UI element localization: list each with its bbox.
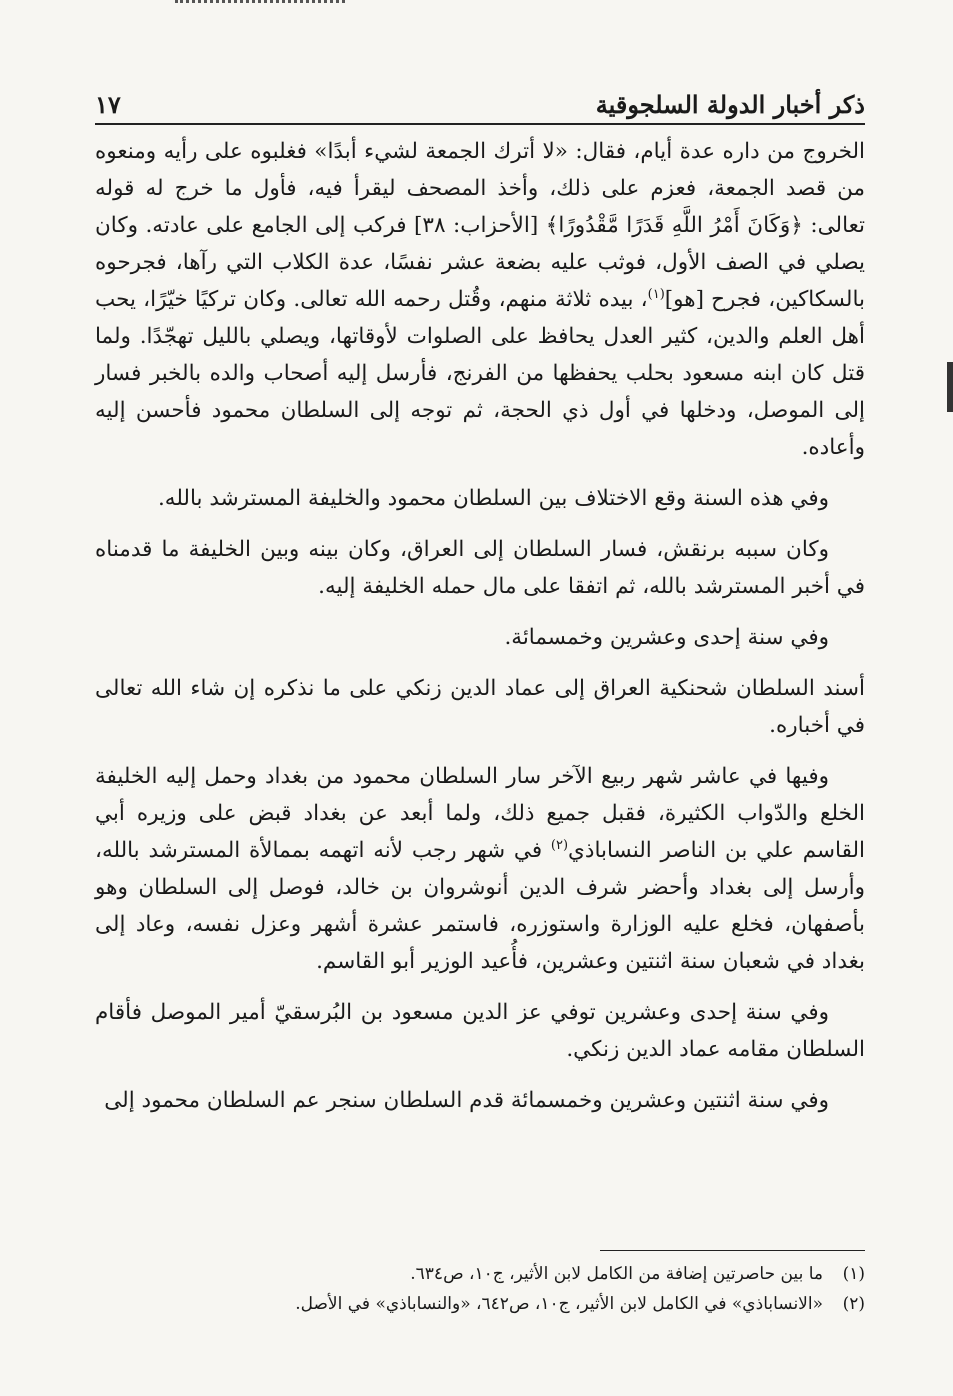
footnote-number: (١) — [842, 1264, 865, 1284]
footnote-text: ما بين حاصرتين إضافة من الكامل لابن الأثير، ج١٠، ص٦٣٤. — [410, 1264, 823, 1284]
footnotes — [95, 1250, 865, 1319]
footnote-ref-2: (٢) — [550, 837, 569, 853]
footnote-number: (٢) — [842, 1294, 865, 1314]
paragraph-5: أسند السلطان شحنكية العراق إلى عماد الدين زنكي على ما نذكره إن شاء الله تعالى في أخباره. — [95, 676, 865, 738]
paragraph-1: الخروج من داره عدة أيام، فقال: «لا أترك الجمعة لشيء أبدًا» فغلبوه على رأيه ومنعوه من قصد الجمعة، فعزم على ذلك، وأخذ المصحف ليقرأ فيه، فأول ما خرج له قوله تعالى: ﴿وَكَانَ أَمْرُ اللَّهِ قَدَرًا مَّقْدُورًا﴾ [الأحزاب: ٣٨] فركب إلى الجامع على عادته. وكان يصلي في الصف الأول، فوثب عليه بضعة عشر نفسًا، عدة الكلاب التي رآها، فجرحوه بالسكاكين، فجرح [هو]$^{(١)}$، بيده ثلاثة منهم، وقُتل رحمه الله تعالى. وكان تركيًا خيّرًا، يحب أهل العلم والدين، كثير العدل يحافظ على الصلوات لأوقاتها، ويصلي بالليل تهجّدًا. ولما قتل كان ابنه مسعود بحلب يحفظها من الفرنج، فأرسل إليه أصحاب والده بالخبر فسار إلى الموصل، ودخلها في أول ذي الحجة، ثم توجه إلى السلطان محمود فأحسن إليه وأعاده. — [95, 139, 865, 460]
footnote-rule — [600, 1250, 865, 1251]
scan-mark-edge — [947, 362, 953, 412]
footnote-1 — [95, 1259, 865, 1289]
running-title: ذكر أخبار الدولة السلجوقية — [595, 90, 865, 119]
footnote-text: «الانساباذي» في الكامل لابن الأثير، ج١٠، ص٦٤٢، «والنساباذي» في الأصل. — [295, 1294, 823, 1314]
running-header — [95, 80, 865, 125]
footnote-2 — [95, 1289, 865, 1319]
footnote-ref-1: (١) — [647, 286, 665, 302]
paragraph-7: وفي سنة إحدى وعشرين توفي عز الدين مسعود بن البُرسقيّ أمير الموصل فأقام السلطان مقامه عماد الدين زنكي. — [95, 1000, 865, 1062]
paragraph-2: وفي هذه السنة وقع الاختلاف بين السلطان محمود والخليفة المسترشد بالله. — [157, 486, 829, 511]
paragraph-3: وكان سببه برنقش، فسار السلطان إلى العراق، وكان بينه وبين الخليفة ما قدمناه في أخبر المسترشد بالله، ثم اتفقا على مال حمله الخليفة إليه. — [95, 537, 865, 599]
paragraph-8: وفي سنة اثنتين وعشرين وخمسمائة قدم السلطان سنجر عم السلطان محمود إلى — [104, 1088, 829, 1113]
paragraph-4: وفي سنة إحدى وعشرين وخمسمائة. — [504, 625, 829, 650]
page-number: ١٧ — [95, 90, 121, 119]
book-page — [95, 80, 865, 1380]
paragraph-6: وفيها في عاشر شهر ربيع الآخر سار السلطان محمود من بغداد وحمل إليه الخليفة الخلع والدّواب الكثيرة، فقبل جميع ذلك، ولما أبعد عن بغداد قبض على وزيره أبي القاسم علي بن الناصر النساباذي$^{(٢)}$ في شهر رجب لأنه اتهمه بممالأة المسترشد بالله، وأرسل إلى بغداد وأحضر شرف الدين أنوشروان بن خالد، فوصل إلى السلطان وهو بأصفهان، فخلع عليه الوزارة واستوزره، فاستمر عشرة أشهر وعزل نفسه، وعاد إلى بغداد في شعبان سنة اثنتين وعشرين، فأُعيد الوزير أبو القاسم. — [95, 764, 865, 974]
scan-mark-top — [175, 0, 345, 6]
main-text — [95, 133, 865, 1119]
